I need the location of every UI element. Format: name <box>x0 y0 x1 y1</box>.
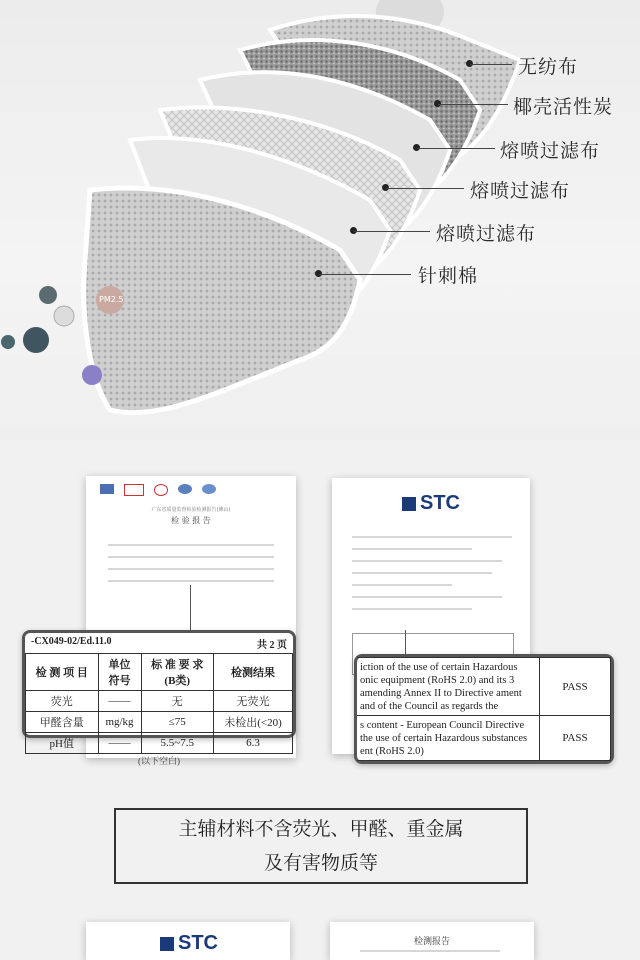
cell-standard: 5.5~7.5 <box>141 733 214 754</box>
cell-standard: ≤75 <box>141 712 214 733</box>
leader-line-3 <box>417 148 495 149</box>
table-row <box>357 658 611 716</box>
certification-logos <box>86 476 296 498</box>
table-row <box>357 716 611 761</box>
statement-line-2: 及有害物质等 <box>263 852 378 874</box>
cell-result: PASS <box>540 716 611 761</box>
cell-result: PASS <box>540 658 611 716</box>
leader-line-1 <box>470 64 512 65</box>
test-reports-section <box>0 440 640 800</box>
pm25-label: PM2.5 <box>99 295 124 304</box>
report-page-count: 共 2 页 <box>257 640 287 651</box>
report-doc-subtitle: 检 验 报 告 <box>171 516 211 525</box>
header-item: 检 测 项 目 <box>26 654 99 691</box>
layer-label-meltblown-1: 熔喷过滤布 <box>500 140 601 162</box>
table-row <box>26 733 293 754</box>
leader-line-5 <box>354 231 430 232</box>
cell-item: 荧光 <box>26 691 99 712</box>
materials-statement-box <box>114 808 528 884</box>
cell-description: s content - European Council Directive the use of certain Hazardous substances ent (RoHS 2.0) <box>357 716 540 761</box>
stc-logo-text: STC <box>178 932 218 954</box>
cell-item: pH值 <box>26 733 99 754</box>
header-result: 检测结果 <box>214 654 293 691</box>
cell-result: 6.3 <box>214 733 293 754</box>
report-results-table <box>25 653 293 754</box>
header-standard: 标 准 要 求 (B类) <box>141 654 214 691</box>
table-header-row <box>26 654 293 691</box>
leader-line-2 <box>438 104 508 105</box>
cell-unit: —— <box>98 733 141 754</box>
table-row <box>26 691 293 712</box>
cell-result: 未检出(<20) <box>214 712 293 733</box>
cell-description: iction of the use of certain Hazardous onic equipment (RoHS 2.0) and its 3 amending Annex II to Directive ament and of the Council as regards the <box>357 658 540 716</box>
layer-label-carbon: 椰壳活性炭 <box>513 96 614 118</box>
layer-label-nonwoven: 无纺布 <box>518 56 579 78</box>
report-doc-title: 广东省质量监督检验检测报告(佛山) <box>151 507 231 513</box>
table-row <box>26 712 293 733</box>
cell-unit: —— <box>98 691 141 712</box>
layer-label-meltblown-3: 熔喷过滤布 <box>436 223 537 245</box>
bottom-report-title: 检测报告 <box>413 937 450 947</box>
table-footer-text: (以下空白) <box>138 756 180 766</box>
header-unit: 单位 符号 <box>98 654 141 691</box>
report-zoom-left <box>22 630 296 766</box>
leader-line-6 <box>319 274 411 275</box>
layer-label-meltblown-2: 熔喷过滤布 <box>470 180 571 202</box>
report-document-bottom-left <box>86 922 290 960</box>
report-document-bottom-right <box>330 922 534 960</box>
statement-line-1: 主辅材料不含荧光、甲醛、重金属 <box>178 818 464 840</box>
zoom-connector-right <box>405 630 406 656</box>
stc-logo <box>402 492 530 515</box>
rohs-results-table <box>357 657 611 761</box>
stc-logo-mark <box>160 937 174 951</box>
report-zoom-right <box>354 654 614 764</box>
stc-logo-text: STC <box>420 492 460 514</box>
mask-layers-illustration <box>0 0 640 440</box>
zoom-connector-left <box>190 585 191 631</box>
layer-label-needle-cotton: 针刺棉 <box>418 265 479 287</box>
cell-item: 甲醛含量 <box>26 712 99 733</box>
cell-standard: 无 <box>141 691 214 712</box>
cell-unit: mg/kg <box>98 712 141 733</box>
cell-result: 无荧光 <box>214 691 293 712</box>
report-code: -CX049-02/Ed.11.0 <box>31 636 112 647</box>
leader-line-4 <box>386 188 464 189</box>
